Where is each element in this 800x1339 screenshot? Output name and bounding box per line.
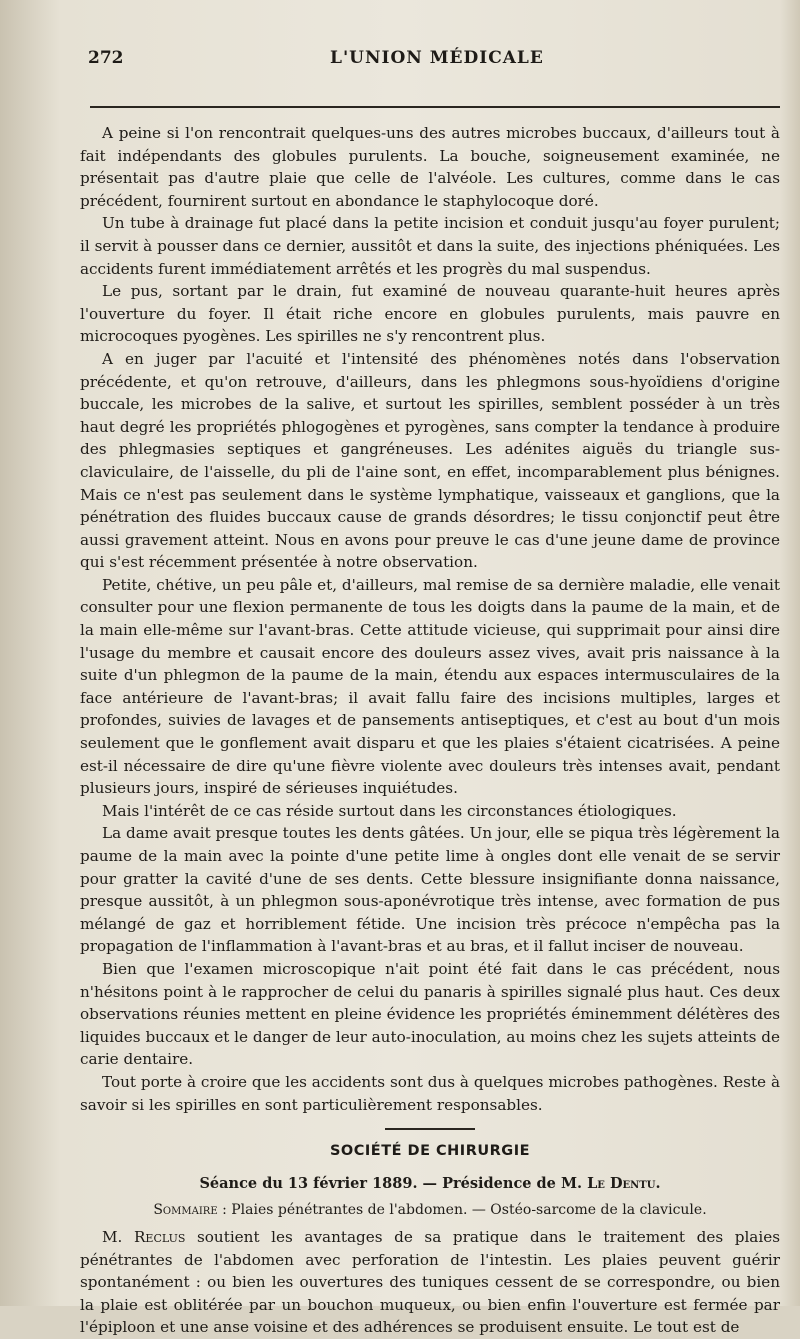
paragraph: Un tube à drainage fut placé dans la petite incision et conduit jusqu'au foyer purulent; il servit à pousser dans ce dernier, aussitôt et dans la suite, des injections phéniquées. Les accidents furent immédiatement arrêtés et les progrès du mal suspendus. <box>80 214 780 278</box>
paragraph <box>80 1226 780 1339</box>
running-title: L'UNION MÉDICALE <box>330 48 544 68</box>
sommaire <box>80 1199 780 1222</box>
paragraph: Bien que l'examen microscopique n'ait point été fait dans le cas précédent, nous n'hésitons point à le rapprocher de celui du panaris à spirilles signalé plus haut. Ces deux observations réunies mettent en pleine évidence les propriétés éminemment délétères des liquides buccaux et le danger de leur auto-inoculation, au moins chez les sujets atteints de carie dentaire. <box>80 959 780 1069</box>
sommaire-label: Sommaire <box>153 1202 218 1219</box>
paragraph: La dame avait presque toutes les dents gâtées. Un jour, elle se piqua très légèrement la paume de la main avec la pointe d'une petite lime à ongles dont elle venait de se servir pour gratter la cavité d'une de ses dents. Cette blessure insignifiante donna naissance, presque aussitôt, à un phlegmon sous-aponévrotique très intense, avec formation de pus mélangé de gaz et horriblement fétide. Une incision très précoce n'empêcha pas la propagation de l'inflammation à l'avant-bras et au bras, et il fallut inciser de nouveau. <box>80 824 780 956</box>
paragraph: Petite, chétive, un peu pâle et, d'ailleurs, mal remise de sa dernière maladie, elle venait consulter pour une flexion permanente de tous les doigts dans la paume de la main, et de la main elle-même sur l'avant-bras. Cette attitude vicieuse, qui supprimait pour ainsi dire l'usage du membre et causait encore des douleurs assez vives, avait pris naissance à la suite d'un phlegmon de la paume de la main, étendu aux espaces intermusculaires de la face antérieure de l'avant-bras; il avait fallu faire des incisions multiples, larges et profondes, suivies de lavages et de pansements antiseptiques, et c'est au bout d'un mois seulement que le gonflement avait disparu et que les plaies s'étaient cicatrisées. A peine est-il nécessaire de dire qu'une fièvre violente avec douleurs très intenses avait, pendant plusieurs jours, inspiré de sérieuses inquiétudes. <box>80 575 780 798</box>
paragraph: Le pus, sortant par le drain, fut examiné de nouveau quarante-huit heures après l'ouverture du foyer. Il était riche encore en globules purulents, mais pauvre en microcoques pyogènes. Les spirilles ne s'y rencontrent plus. <box>80 282 780 346</box>
sommaire-text: : Plaies pénétrantes de l'abdomen. — Ostéo-sarcome de la clavicule. <box>217 1202 707 1219</box>
article-body <box>80 122 780 1339</box>
session-line <box>80 1173 780 1196</box>
page-header <box>80 38 780 78</box>
paragraph: Tout porte à croire que les accidents sont dus à quelques microbes pathogènes. Reste à savoir si les spirilles en sont particulièrement responsables. <box>80 1072 780 1114</box>
president-name: Le Dentu <box>587 1174 656 1192</box>
session-suffix: . <box>655 1174 661 1192</box>
speaker-text: soutient les avantages de sa pratique dans le traitement des plaies pénétrantes de l'abdomen avec perforation de l'intestin. Les plaies peuvent guérir spontanément : ou bien les ouvertures des tuniques cessent de se correspondre, ou bien la plaie est oblitérée par un bouchon muqueux, ou bien enfin l'ouverture est fermée par l'épiploon et une anse voisine et des adhérences se produisent ensuite. Le tout est de <box>80 1227 780 1337</box>
paragraph: Mais l'intérêt de ce cas réside surtout dans les circonstances étiologiques. <box>102 801 677 820</box>
paragraph: A peine si l'on rencontrait quelques-uns des autres microbes buccaux, d'ailleurs tout à fait indépendants des globules purulents. La bouche, soigneusement examinée, ne présentait pas d'autre plaie que celle de l'alvéole. Les cultures, comme dans le cas précédent, fournirent surtout en abondance le staphylocoque doré. <box>80 124 780 210</box>
page-number: 272 <box>88 48 124 68</box>
section-divider <box>385 1128 475 1130</box>
session-prefix: Séance du 13 février 1889. — Présidence de M. <box>199 1174 588 1192</box>
header-rule <box>90 106 780 108</box>
section-title: SOCIÉTÉ DE CHIRURGIE <box>329 1143 531 1160</box>
paragraph: A en juger par l'acuité et l'intensité des phénomènes notés dans l'observation précédente, et qu'on retrouve, d'ailleurs, dans les phlegmons sous-hyoïdiens d'origine buccale, les microbes de la salive, et surtout les spirilles, semblent posséder à un très haut degré les propriétés phlogogènes et pyrogènes, sans compter la tendance à produire des phlegmasies septiques et gangréneuses. Les adénites aiguës du triangle sus-claviculaire, de l'aisselle, du pli de l'aine sont, en effet, incomparablement plus bénignes. Mais ce n'est pas seulement dans le système lymphatique, vaisseaux et ganglions, que la pénétration des fluides buccaux cause de grands désordres; le tissu conjonctif peut être aussi gravement atteint. Nous en avons pour preuve le cas d'une jeune dame de province qui s'est récemment présentée à notre observation. <box>80 349 780 572</box>
speaker-prefix: M. <box>102 1227 134 1246</box>
speaker-name: Reclus <box>133 1227 186 1246</box>
